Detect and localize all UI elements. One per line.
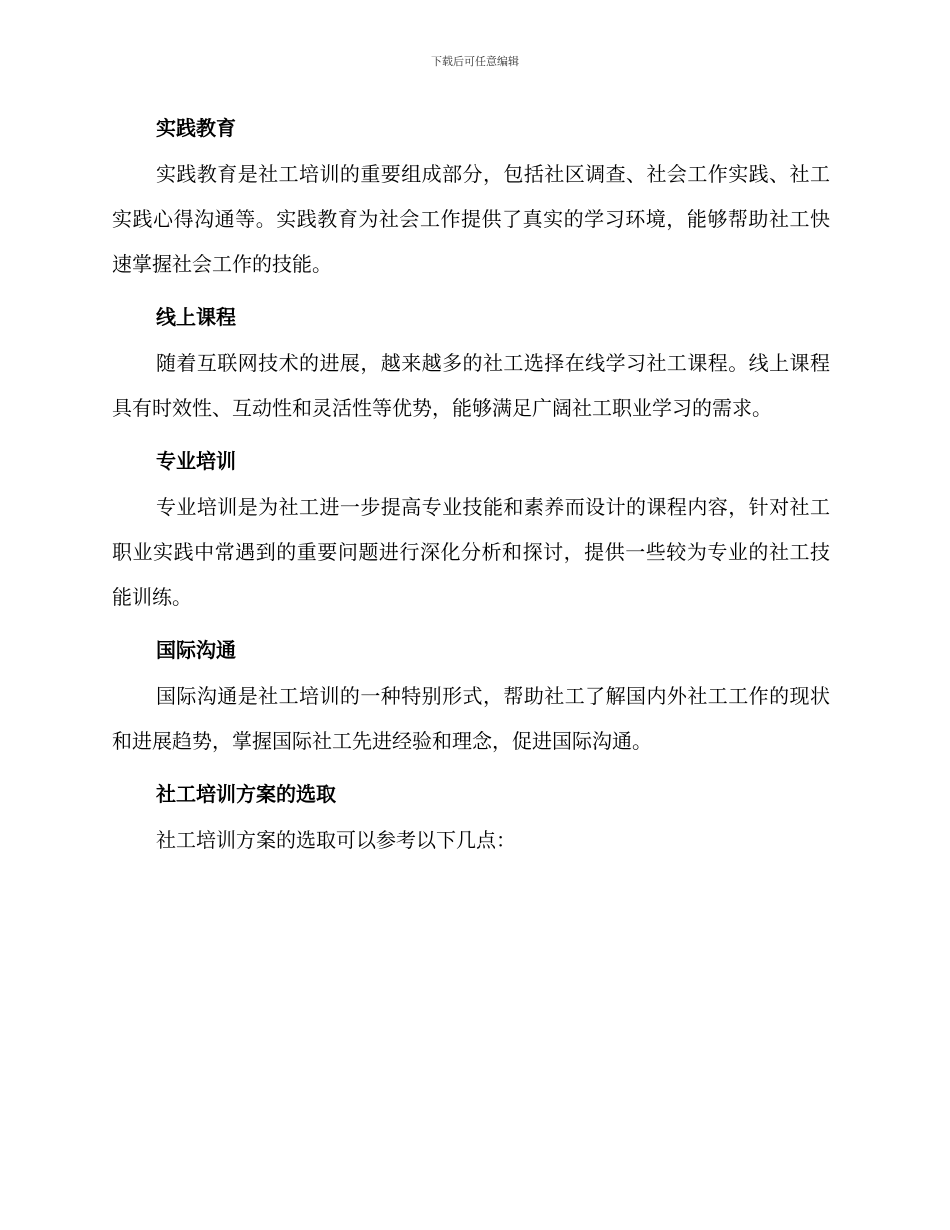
page-header: 下载后可任意编辑 — [431, 55, 519, 68]
section-body-professional-training: 专业培训是为社工进一步提高专业技能和素养而设计的课程内容，针对社工职业实践中常遇到的重要问题进行深化分析和探讨，提供一些较为专业的社工技能训练。 — [112, 495, 830, 609]
section-heading-international: 国际沟通 — [156, 638, 236, 662]
section-heading-professional-training: 专业培训 — [156, 449, 236, 473]
section-body-plan-selection: 社工培训方案的选取可以参考以下几点： — [156, 828, 516, 852]
document-body — [112, 112, 830, 863]
section-heading-practice: 实践教育 — [156, 116, 236, 140]
section-body-online-course: 随着互联网技术的进展，越来越多的社工选择在线学习社工课程。线上课程具有时效性、互动性和灵活性等优势，能够满足广阔社工职业学习的需求。 — [112, 351, 830, 420]
section-heading-plan-selection: 社工培训方案的选取 — [156, 782, 336, 806]
section-body-international: 国际沟通是社工培训的一种特别形式，帮助社工了解国内外社工工作的现状和进展趋势，掌握国际社工先进经验和理念，促进国际沟通。 — [112, 684, 830, 753]
section-body-practice: 实践教育是社工培训的重要组成部分，包括社区调查、社会工作实践、社工实践心得沟通等。实践教育为社会工作提供了真实的学习环境，能够帮助社工快速掌握社会工作的技能。 — [112, 162, 830, 276]
section-heading-online-course: 线上课程 — [156, 305, 236, 329]
